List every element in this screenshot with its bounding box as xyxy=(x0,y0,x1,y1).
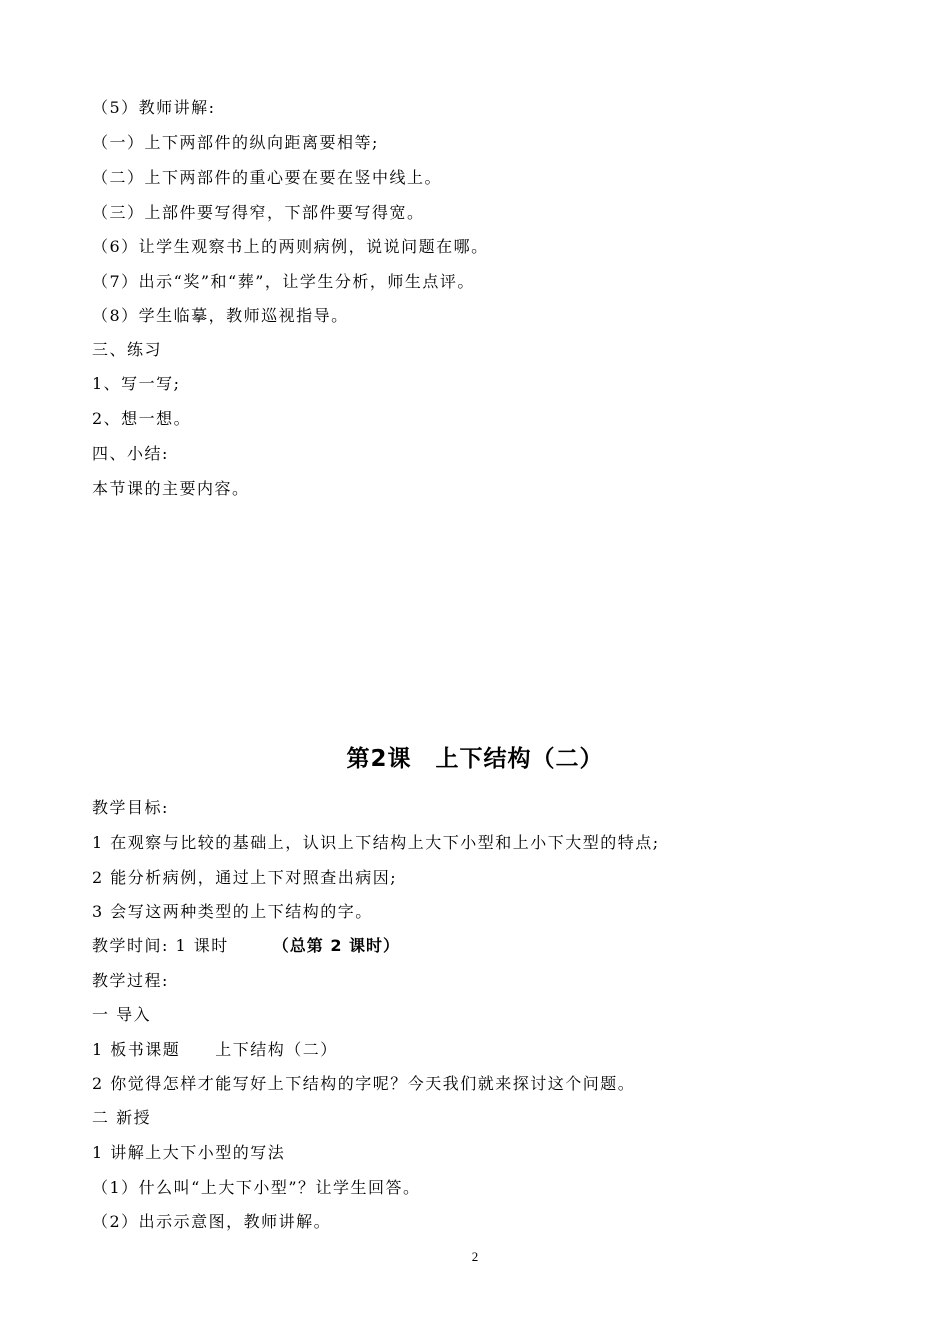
process-item-explain-type: 1 讲解上大下小型的写法 xyxy=(92,1143,286,1162)
goal-item-1: 1 在观察与比较的基础上，认识上下结构上大下小型和上小下大型的特点; xyxy=(92,833,660,852)
teaching-time-label: 教学时间: 1 课时 xyxy=(92,936,229,955)
text-line-point-1: （一）上下两部件的纵向距离要相等; xyxy=(92,133,379,152)
text-line-step-6: （6）让学生观察书上的两则病例，说说问题在哪。 xyxy=(92,237,489,256)
goal-item-2: 2 能分析病例，通过上下对照查出病因; xyxy=(92,868,398,887)
goals-heading: 教学目标: xyxy=(92,798,169,817)
text-line-teacher-explain: （5）教师讲解: xyxy=(92,98,216,117)
text-line-practice-2: 2、想一想。 xyxy=(92,409,192,428)
process-item-question: 2 你觉得怎样才能写好上下结构的字呢？今天我们就来探讨这个问题。 xyxy=(92,1074,636,1093)
text-line-step-7: （7）出示“奖”和“葬”，让学生分析，师生点评。 xyxy=(92,272,475,291)
process-subitem-2: （2）出示示意图，教师讲解。 xyxy=(92,1212,332,1231)
process-subitem-1: （1）什么叫“上大下小型”？让学生回答。 xyxy=(92,1178,421,1197)
process-heading: 教学过程: xyxy=(92,971,169,990)
text-line-point-2: （二）上下两部件的重心要在要在竖中线上。 xyxy=(92,168,443,187)
text-line-practice-1: 1、写一写; xyxy=(92,374,181,393)
goal-item-3: 3 会写这两种类型的上下结构的字。 xyxy=(92,902,373,921)
section-heading-practice: 三、练习 xyxy=(92,340,163,359)
total-lesson-count: （总第 2 课时） xyxy=(272,936,401,955)
text-line-summary: 本节课的主要内容。 xyxy=(92,479,250,498)
section-heading-summary: 四、小结: xyxy=(92,444,169,463)
teaching-time-line xyxy=(92,936,400,956)
text-line-step-8: （8）学生临摹，教师巡视指导。 xyxy=(92,306,349,325)
lesson-title: 第2课 上下结构（二） xyxy=(346,746,604,772)
process-intro-heading: 一 导入 xyxy=(92,1005,152,1024)
process-new-teaching-heading: 二 新授 xyxy=(92,1108,152,1127)
text-line-point-3: （三）上部件要写得窄，下部件要写得宽。 xyxy=(92,203,425,222)
process-item-board-title: 1 板书课题 上下结构（二） xyxy=(92,1040,338,1059)
page-number: 2 xyxy=(471,1249,479,1264)
